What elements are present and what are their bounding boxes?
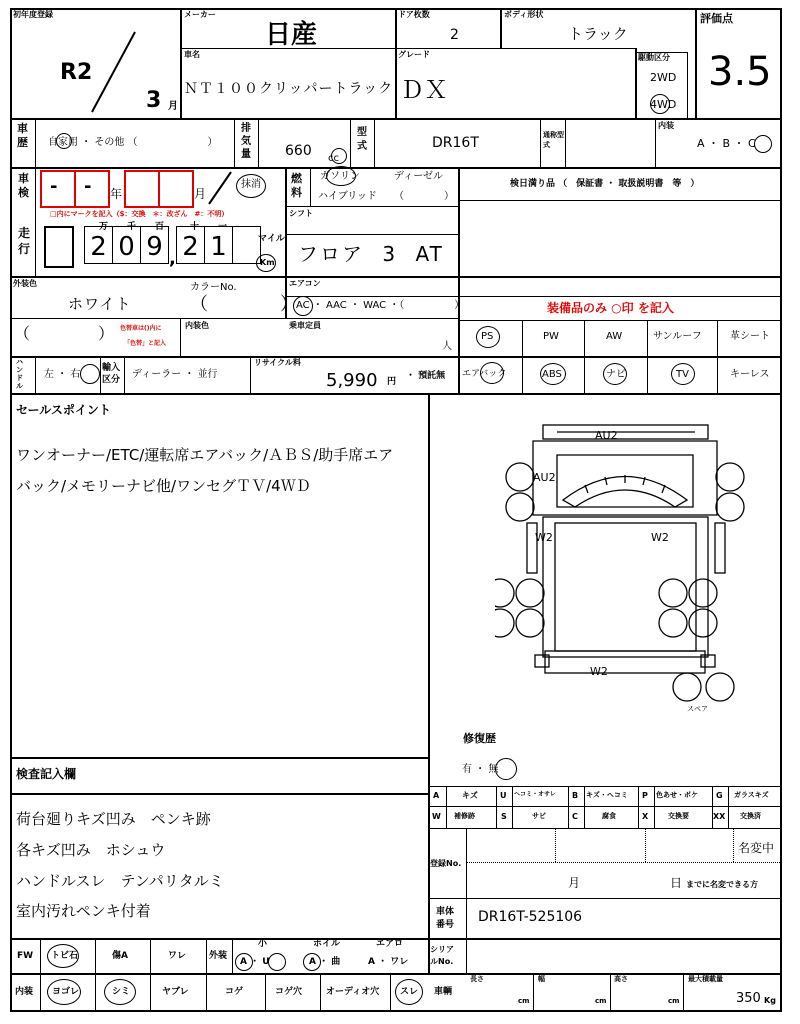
fw-scratch: 傷A <box>112 951 128 961</box>
interior-color-label: 内装色 <box>185 321 209 330</box>
accessories-label: 検日満り品 （ 保証書 ・ 取扱説明書 等 ） <box>510 179 700 189</box>
chassis-label: 車体番号 <box>436 907 455 930</box>
drive-4wd: 4WD <box>650 98 677 111</box>
import-label: 輸入区分 <box>102 363 121 385</box>
inspection-month-unit: 月 <box>194 187 207 201</box>
legend-code-u: U <box>500 791 507 800</box>
equip-ps: PS <box>481 331 494 342</box>
car-name-value: ＮＴ１００クリッパートラック <box>184 81 394 97</box>
fuel-other: （ ） <box>394 191 454 202</box>
inspection-note-1: 荷台廻りキズ凹み ペンキ跡 <box>16 810 211 828</box>
mileage-unit-2: 千 <box>127 222 137 232</box>
grade-value: ＤＸ <box>400 76 448 104</box>
interior-stain: シミ <box>112 987 131 997</box>
body-value: トラック <box>568 25 628 43</box>
wheel-a-circle <box>303 953 321 971</box>
serial-label: シリアルNo. <box>430 945 454 966</box>
inspection-year-box-2 <box>74 170 110 208</box>
fuel-gasoline: ガソリン <box>320 171 360 182</box>
maker-value: 日産 <box>265 20 318 50</box>
wheel-label: ホイル <box>313 939 341 949</box>
inspection-note-4: 室内汚れペンキ付着 <box>16 902 151 920</box>
recycle-deposit: ・ 預託無 <box>406 371 446 381</box>
aero-label: エアロ <box>376 939 404 949</box>
legend-code-xx: XX <box>713 812 726 821</box>
exterior-color-label: 外装色 <box>13 279 37 288</box>
equip-abs-circle <box>540 363 566 385</box>
capacity-unit: 人 <box>442 341 452 352</box>
max-load-label: 最大積載量 <box>688 975 723 983</box>
height-unit: cm <box>668 997 680 1005</box>
first-registration-month-unit: 月 <box>168 101 178 112</box>
inspection-year-box-1 <box>40 170 76 208</box>
air-con-label: エアコン <box>289 279 321 288</box>
interior-scuff-circle <box>395 979 423 1005</box>
sales-points-label: セールスポイント <box>16 403 111 417</box>
mileage-digit-3: 0 <box>112 226 141 264</box>
air-con-circle <box>293 296 313 316</box>
mileage-digit-5: 2 <box>176 226 205 264</box>
mileage-note: □内にマークを記入（$：交換 ＊：改ざん #：不明） <box>50 210 229 218</box>
height-label: 高さ <box>614 975 628 983</box>
registration-no-label: 登録No. <box>430 859 462 868</box>
body-label: ボディ形状 <box>504 10 544 19</box>
interior-dirt: ヨゴレ <box>52 987 80 997</box>
interior-tear: ヤブレ <box>162 987 189 997</box>
handle-label: ハンドル <box>16 358 23 390</box>
interior-scuff: スレ <box>400 987 419 997</box>
doors-value: 2 <box>450 27 459 43</box>
interior-stain-circle <box>104 979 136 1005</box>
fuel-label-text: 燃料 <box>291 172 302 199</box>
inspection-note-3: ハンドルスレ テンパリタルミ <box>16 872 224 890</box>
shift-label: シフト <box>289 209 313 218</box>
rear-bumper <box>545 651 705 673</box>
mileage-comma: , <box>169 248 176 269</box>
air-con-value: AC ・ AAC ・ WAC ・（ ） <box>296 300 465 311</box>
legend-code-g: G <box>716 791 723 800</box>
fw-chip: トビ石 <box>51 951 79 961</box>
drive-2wd: 2WD <box>650 71 677 84</box>
spare-wheel-1 <box>673 673 701 701</box>
chassis-value: DR16T-525106 <box>478 909 583 925</box>
legend-code-w: W <box>432 812 441 821</box>
small-u-circle <box>268 953 286 971</box>
inspection-expired: 抹消 <box>241 179 261 190</box>
inspection-month-box-2 <box>158 170 194 208</box>
import-value: ディーラー ・ 並行 <box>132 369 218 380</box>
spare-wheel-2 <box>706 673 734 701</box>
km-label: Km <box>260 258 275 267</box>
interior-burn: コゲ <box>225 987 244 997</box>
date-slash <box>90 30 140 115</box>
repair-history-label: 修復歴 <box>463 732 496 745</box>
registration-deadline: までに名変できる方 <box>686 880 758 889</box>
inspection-expired-circle <box>236 174 266 198</box>
maker-label: メーカー <box>184 10 216 19</box>
max-load-unit: Kg <box>764 996 776 1005</box>
interior-grade-circle <box>754 135 772 153</box>
displacement-unit: cc <box>328 153 339 164</box>
mark-hood-au2: AU2 <box>533 471 556 484</box>
equip-pw: PW <box>543 331 559 342</box>
fw-crack: ワレ <box>168 951 187 961</box>
length-label: 長さ <box>470 975 484 983</box>
wheel-value: A ・ 曲 <box>309 957 341 967</box>
recycle-unit: 円 <box>387 377 397 387</box>
repair-none-circle <box>495 758 517 780</box>
legend-desc-u: ヘコミ・オサレ <box>514 791 556 798</box>
registration-month: 月 <box>568 876 581 890</box>
legend-desc-w: 補修跡 <box>454 812 475 820</box>
legend-desc-s: サビ <box>532 812 546 820</box>
equip-leather: 革シート <box>730 331 770 342</box>
mark-rear-w2: W2 <box>590 665 608 678</box>
color-change-note-1: 色替車は()内に <box>120 325 162 332</box>
displacement-value: 660 <box>285 143 312 159</box>
fuel-diesel: ディーゼル <box>394 171 443 182</box>
other-paren-close: ） <box>98 324 115 343</box>
first-registration-label: 初年度登録 <box>13 10 53 19</box>
legend-code-p: P <box>642 791 648 800</box>
mileage-unit-4: 十 <box>190 222 200 232</box>
handle-value: 左 ・ 右 <box>44 369 81 380</box>
equip-tv: TV <box>676 369 689 380</box>
legend-desc-xx: 交換済 <box>740 812 761 820</box>
mileage-digit-6: 1 <box>204 226 233 264</box>
small-a-circle <box>235 953 253 971</box>
inspection-label: 車検 <box>18 172 29 199</box>
legend-desc-b: キズ・ヘコミ <box>586 791 628 799</box>
equip-navi-circle <box>603 363 627 385</box>
sales-points-line-2: バック/メモリーナビ他/ワンセグＴＶ/4ＷＤ <box>16 477 311 495</box>
legend-code-b: B <box>572 791 579 800</box>
equip-tv-circle <box>671 363 695 385</box>
color-change-note-2: 「色替」と記入 <box>124 340 167 347</box>
legend-desc-a: キズ <box>462 791 478 800</box>
mileage-unit-3: 百 <box>155 222 165 232</box>
type-label: 型式 <box>357 127 367 152</box>
legend-code-x: X <box>642 812 649 821</box>
mileage-unit-1: 万 <box>99 222 109 232</box>
aero-value: A ・ ワレ <box>368 957 409 967</box>
handle-right-circle <box>80 364 100 384</box>
width-unit: cm <box>595 997 607 1005</box>
mileage-label: 走行 <box>18 226 31 256</box>
equip-ps-circle <box>476 326 500 348</box>
km-circle <box>256 254 276 272</box>
car-name-label: 車名 <box>184 50 200 59</box>
equip-airbag-circle <box>480 362 504 384</box>
history-private-circle <box>56 133 72 149</box>
width-label: 幅 <box>538 975 545 983</box>
repair-history-value: 有 ・ 無 <box>462 764 499 775</box>
bed <box>543 517 708 657</box>
equip-navi: ナビ <box>606 369 626 380</box>
history-label: 車歴 <box>17 122 28 149</box>
fuel-hybrid: ハイブリッド <box>318 191 377 202</box>
interior-grade-label: 内装 <box>658 121 674 130</box>
grade-label: グレード <box>398 50 430 59</box>
history-value: 自家用 ・ その他 （ ） <box>48 137 218 148</box>
legend-code-s: S <box>501 812 507 821</box>
equip-airbag: エアバック <box>462 369 507 379</box>
inspection-dash-2: - <box>84 176 92 197</box>
inspection-year-unit: 年 <box>110 187 123 201</box>
legend-code-a: A <box>433 791 440 800</box>
mile-label: マイル <box>258 234 285 244</box>
exterior-label: 外装 <box>209 951 228 961</box>
mileage-digit-2: 2 <box>84 226 113 264</box>
legend-code-c: C <box>572 812 578 821</box>
equipment-header: 装備品のみ ○印 を記入 <box>547 301 674 315</box>
equip-sunroof: サンルーフ <box>653 331 702 342</box>
color-no-value: （ ） <box>190 294 298 315</box>
inspection-slash <box>205 170 235 206</box>
first-registration-era: R2 <box>60 60 93 85</box>
recycle-label: リサイクル料 <box>254 358 301 367</box>
interior-burn-hole: コゲ穴 <box>275 987 303 997</box>
mark-front-au2: AU2 <box>595 429 618 442</box>
mileage-digit-1 <box>44 226 74 268</box>
mileage-unit-5: 一 <box>218 222 228 232</box>
fw-label: FW <box>17 951 34 961</box>
name-change-pending: 名変中 <box>738 841 775 855</box>
mark-left-w2: W2 <box>535 531 553 544</box>
displacement-label: 排気量 <box>241 123 251 160</box>
capacity-label: 乗車定員 <box>289 321 321 330</box>
mark-right-w2: W2 <box>651 531 669 544</box>
legend-desc-g: ガラスキズ <box>734 791 769 799</box>
interior-label: 内装 <box>15 987 34 997</box>
other-paren-open: （ <box>14 324 31 343</box>
inspection-note-2: 各キズ凹み ホシュウ <box>16 841 166 859</box>
spare-label: スペア <box>687 705 708 713</box>
shift-value: フロア 3 AT <box>298 242 444 266</box>
registration-day: 日 <box>670 876 683 890</box>
dimensions-label: 車輌 <box>434 987 453 997</box>
drive-label: 駆動区分 <box>638 53 670 62</box>
inspection-month-box-1 <box>124 170 160 208</box>
car-diagram <box>495 415 750 715</box>
max-load-value: 350 <box>736 991 761 1006</box>
interior-dirt-circle <box>47 979 81 1005</box>
inspection-notes-label: 検査記入欄 <box>16 767 77 781</box>
equip-aw: AW <box>606 331 623 342</box>
displacement-unit-circle <box>331 148 347 164</box>
mileage-digit-4: 9 <box>140 226 169 264</box>
length-unit: cm <box>518 997 530 1005</box>
first-registration-month: 3 <box>146 88 162 113</box>
doors-label: ドア枚数 <box>398 10 430 19</box>
small-value: A ・ U <box>240 957 270 967</box>
sales-points-line-1: ワンオーナー/ETC/運転席エアバック/ＡＢＳ/助手席エア <box>16 446 394 464</box>
legend-desc-x: 交換要 <box>668 812 689 820</box>
legend-desc-c: 腐食 <box>602 812 616 820</box>
type-value: DR16T <box>432 135 479 151</box>
legend-desc-p: 色あせ・ボケ <box>656 791 698 799</box>
exterior-color-value: ホワイト <box>68 295 132 313</box>
equip-abs: ABS <box>542 369 562 380</box>
recycle-value: 5,990 <box>326 370 378 391</box>
score-value: 3.5 <box>708 49 772 95</box>
equip-keyless: キーレス <box>730 369 770 380</box>
fw-chip-circle <box>47 944 79 968</box>
fuel-gasoline-circle <box>326 166 356 186</box>
small-label: 小 <box>258 939 268 949</box>
interior-grade-value: A ・ B ・ C <box>697 137 756 150</box>
interior-audio-hole: オーディオ穴 <box>326 987 380 997</box>
common-type-label: 通称型式 <box>543 131 564 149</box>
right-side <box>715 523 725 573</box>
color-no-label: カラーNo. <box>190 282 237 293</box>
score-label: 評価点 <box>700 12 733 25</box>
legend-grid <box>428 786 782 828</box>
inspection-dash-1: - <box>50 176 58 197</box>
drive-4wd-circle <box>650 94 670 114</box>
